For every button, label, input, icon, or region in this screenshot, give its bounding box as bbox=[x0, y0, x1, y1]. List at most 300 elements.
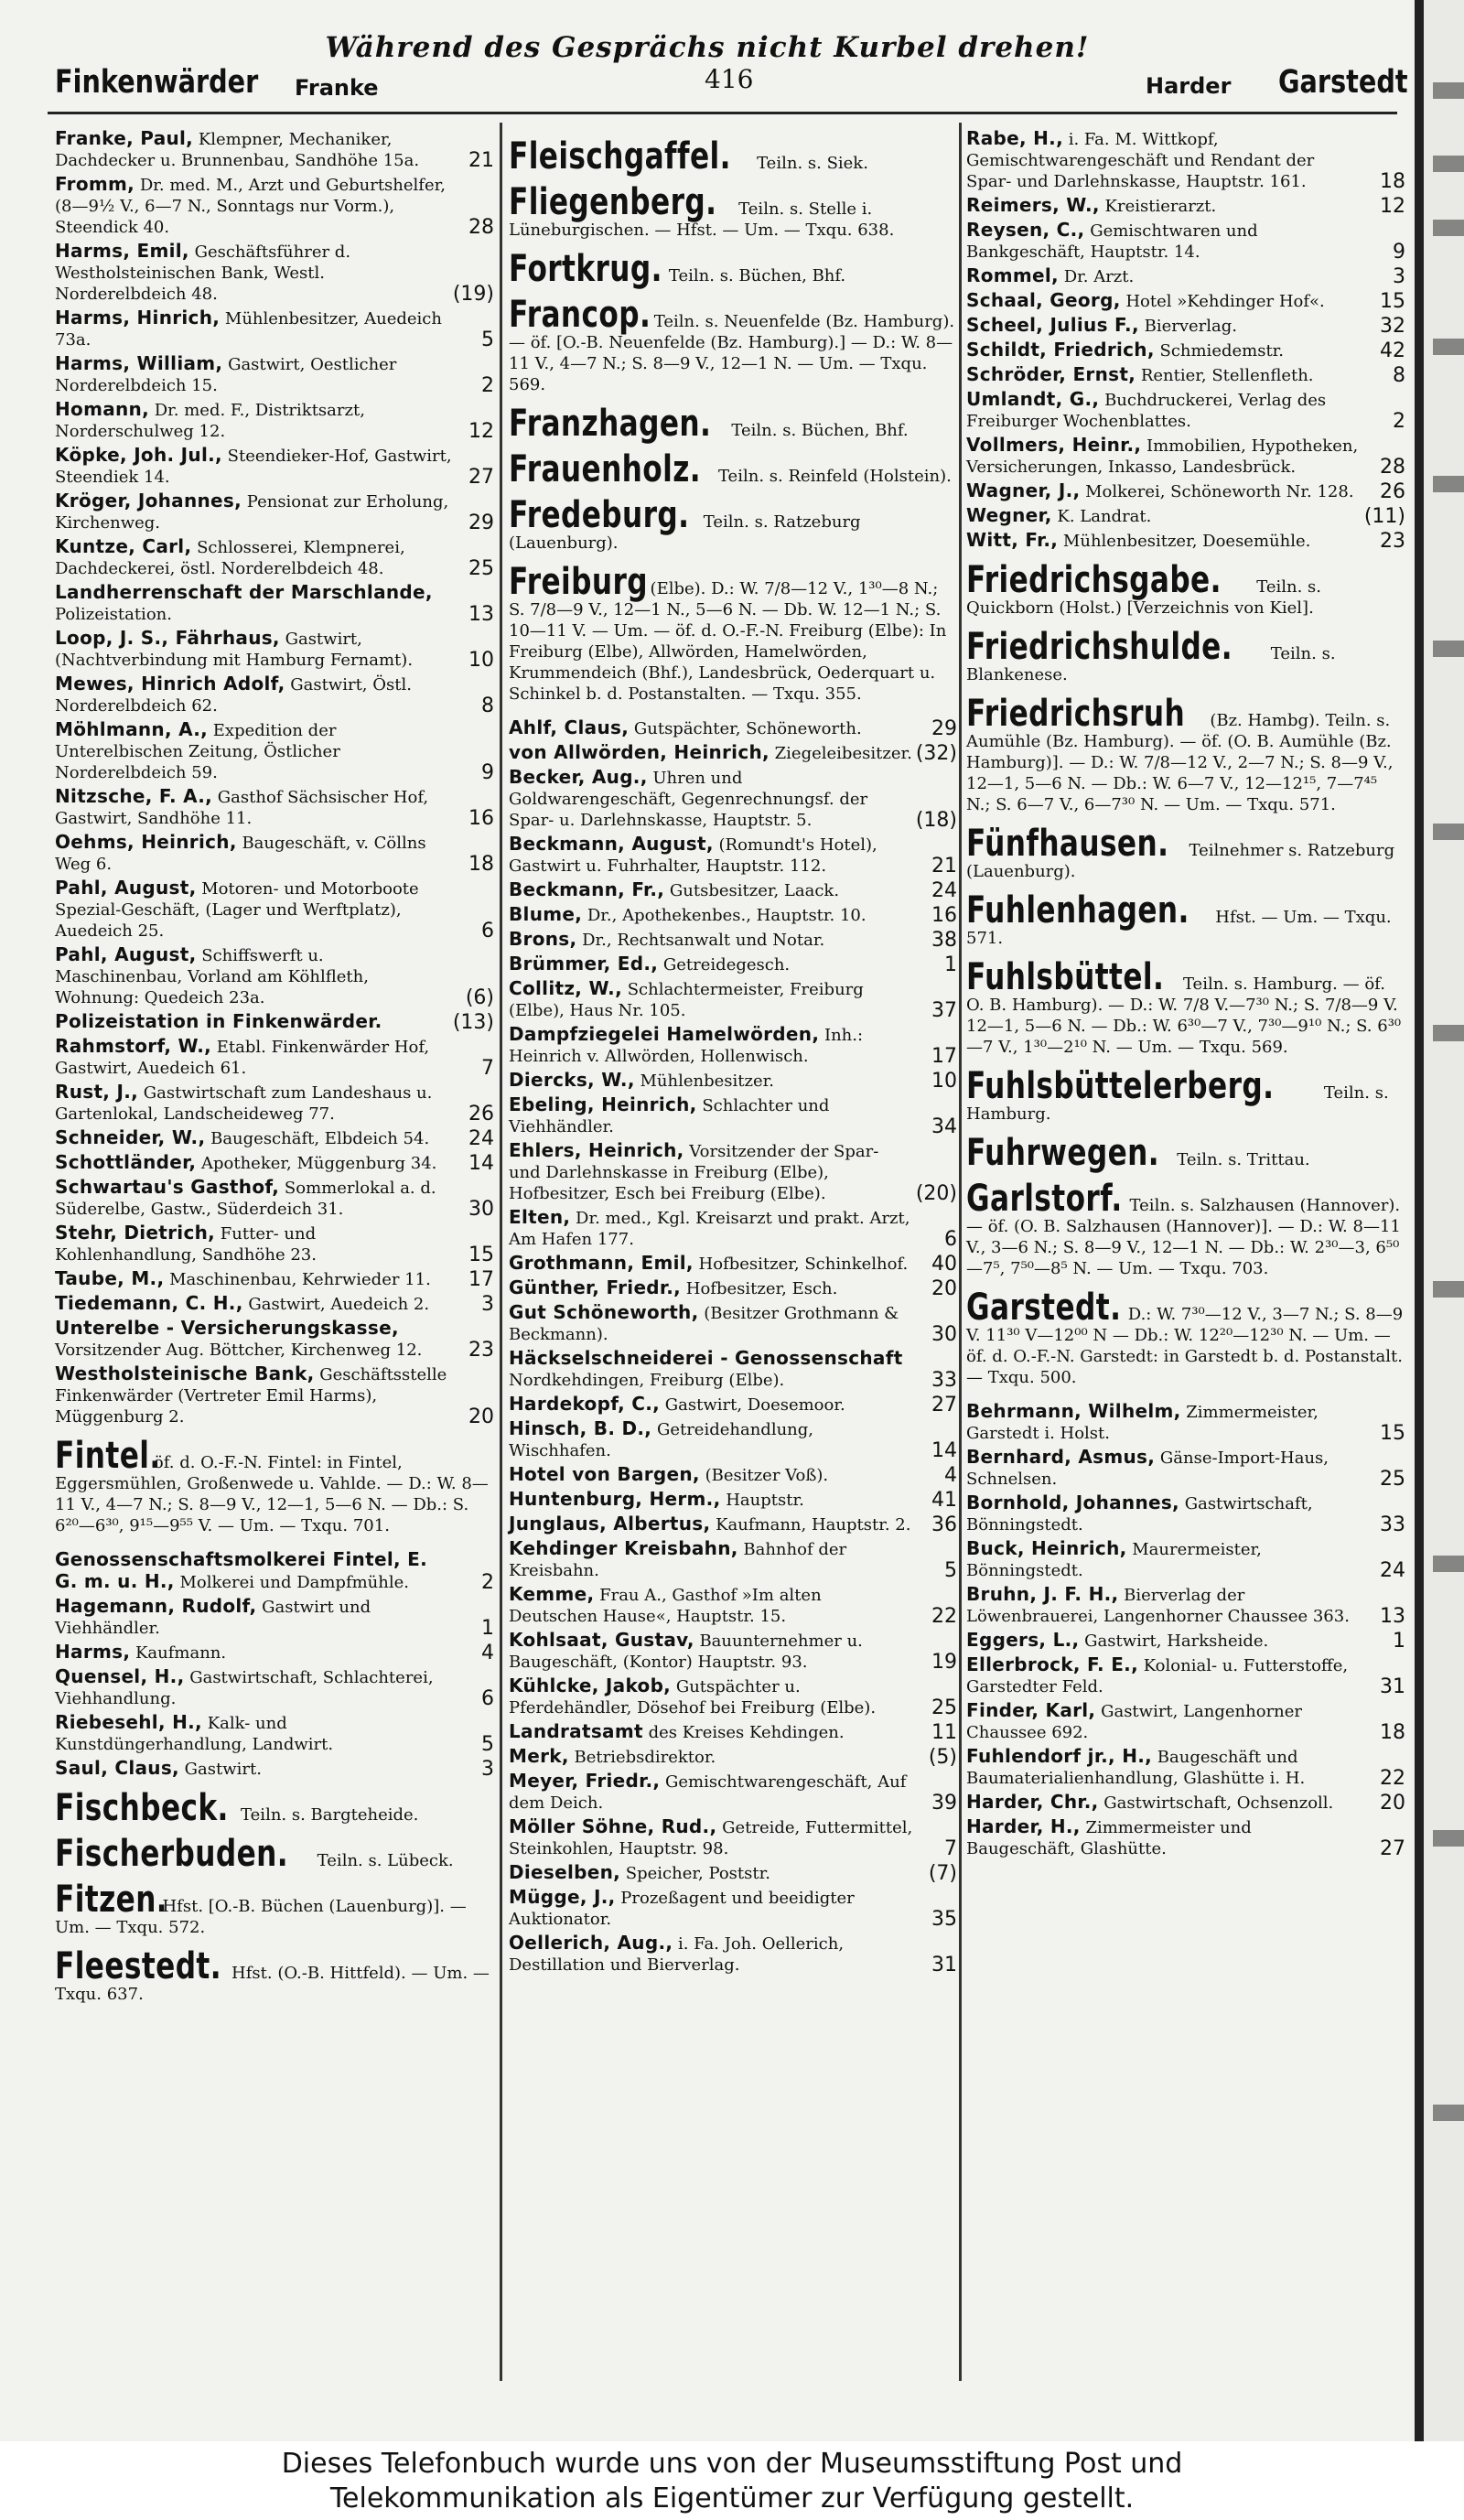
place-name: Garlstorf. bbox=[966, 1178, 1123, 1220]
phone-number: 10 bbox=[931, 1070, 957, 1093]
phone-number: 1 bbox=[944, 953, 957, 976]
place-heading bbox=[55, 1879, 494, 1938]
directory-entry bbox=[55, 944, 494, 1008]
place-name: Fischbeck. bbox=[55, 1787, 229, 1829]
page-number: 416 bbox=[705, 64, 754, 94]
directory-entry bbox=[509, 1746, 957, 1768]
entry-details: Vorsitzender Aug. Böttcher, Kirchenweg 12. bbox=[55, 1341, 423, 1360]
place-info: Teilnehmer s. Ratzeburg (Lauenburg). bbox=[966, 841, 1395, 881]
phone-number: 6 bbox=[481, 920, 494, 942]
entry-name: Harms, Hinrich, bbox=[55, 307, 221, 328]
phone-number: 22 bbox=[931, 1605, 957, 1628]
phone-number: 20 bbox=[468, 1405, 494, 1428]
directory-entry bbox=[966, 1700, 1405, 1743]
phone-number: 33 bbox=[1380, 1513, 1405, 1536]
entry-name: Landratsamt bbox=[509, 1720, 643, 1742]
header-left-name: Franke bbox=[295, 75, 379, 101]
phone-number: 20 bbox=[931, 1277, 957, 1300]
phone-number: 1 bbox=[481, 1617, 494, 1640]
directory-entry bbox=[55, 241, 494, 305]
phone-number: 29 bbox=[468, 512, 494, 534]
entry-name: Harder, Chr., bbox=[966, 1791, 1099, 1813]
directory-entry bbox=[966, 290, 1405, 312]
footer-line-1: Dieses Telefonbuch wurde uns von der Museumsstiftung Post und bbox=[281, 2448, 1183, 2480]
place-info: Teiln. s. Neuenfelde (Bz. Hamburg). — öf. [O.-B. Neuenfelde (Bz. Hamburg).] — D.: W. 8—11 V., 4—7 N.; S. 8—9 V., 12—1 N. — Um. — Txqu. 569. bbox=[509, 312, 955, 394]
phone-number: 17 bbox=[468, 1268, 494, 1291]
phone-number: 25 bbox=[1380, 1468, 1405, 1491]
directory-entry bbox=[966, 1746, 1405, 1789]
place-info: Teiln. s. Hamburg. — öf. O. B. Hamburg). — D.: W. 7/8 V.—7³⁰ N.; S. 7/8—9 V. 12—1, 5—6 N. — Db.: W. 6³⁰—7 V., 7³⁰—9¹⁰ N.; S. 6³⁰—7 V., 1³⁰—2¹⁰ N. — Um. — Txqu. 569. bbox=[966, 975, 1402, 1057]
place-info: Teiln. s. Hamburg. bbox=[966, 1083, 1389, 1124]
entry-details: K. Landrat. bbox=[1057, 507, 1152, 526]
edge-mark bbox=[1433, 1281, 1464, 1298]
entry-details: Gastwirt und Viehhändler. bbox=[55, 1598, 371, 1638]
directory-entry bbox=[966, 435, 1405, 478]
entry-name: Schröder, Ernst, bbox=[966, 363, 1136, 385]
entry-name: Meyer, Friedr., bbox=[509, 1770, 661, 1792]
directory-entry bbox=[55, 832, 494, 875]
place-heading bbox=[966, 1287, 1405, 1388]
phone-number: 26 bbox=[1380, 480, 1405, 503]
phone-number: (7) bbox=[928, 1862, 957, 1885]
phone-number: (18) bbox=[915, 809, 957, 832]
phone-number: (13) bbox=[452, 1011, 494, 1034]
directory-entry bbox=[966, 1401, 1405, 1444]
directory-entry bbox=[509, 879, 957, 901]
entry-name: Franke, Paul, bbox=[55, 127, 194, 149]
entry-name: Grothmann, Emil, bbox=[509, 1252, 694, 1274]
entry-name: Oehms, Heinrich, bbox=[55, 831, 237, 853]
place-heading bbox=[966, 1065, 1405, 1125]
directory-entry bbox=[55, 1127, 494, 1149]
entry-details: Gastwirt, Doesemoor. bbox=[664, 1395, 845, 1415]
entry-name: Elten, bbox=[509, 1206, 571, 1228]
entry-name: Fuhlendorf jr., H., bbox=[966, 1745, 1153, 1767]
entry-name: Kröger, Johannes, bbox=[55, 490, 242, 512]
entry-details: Gastwirtschaft zum Landeshaus u. Gartenlokal, Landscheideweg 77. bbox=[55, 1083, 433, 1124]
phone-number: 15 bbox=[1380, 1422, 1405, 1445]
entry-details: Gastwirt, Langenhorner Chaussee 692. bbox=[966, 1702, 1303, 1742]
directory-entry bbox=[55, 399, 494, 442]
phone-number: (5) bbox=[928, 1746, 957, 1769]
directory-entry bbox=[55, 628, 494, 671]
edge-mark bbox=[1433, 82, 1464, 99]
entry-name: Collitz, W., bbox=[509, 977, 622, 999]
place-heading bbox=[509, 403, 957, 445]
place-name: Fortkrug. bbox=[509, 248, 662, 290]
entry-name: Reysen, C., bbox=[966, 219, 1085, 241]
entry-name: Genossenschaftsmolkerei Fintel, E. G. m. u. H., bbox=[55, 1548, 427, 1592]
entry-details: Mühlenbesitzer, Auedeich 73a. bbox=[55, 309, 442, 350]
directory-entry bbox=[509, 1302, 957, 1345]
entry-details: des Kreises Kehdingen. bbox=[648, 1723, 845, 1742]
place-info: Teiln. s. Lübeck. bbox=[317, 1851, 454, 1870]
entry-name: Rust, J., bbox=[55, 1081, 139, 1103]
entry-details: Hotel »Kehdinger Hof«. bbox=[1125, 292, 1325, 311]
place-info: Teiln. s. Büchen, Bhf. bbox=[731, 421, 909, 440]
place-heading bbox=[55, 1787, 494, 1829]
edge-mark bbox=[1433, 1556, 1464, 1572]
place-name: Fleischgaffel. bbox=[509, 135, 731, 178]
directory-entry bbox=[509, 978, 957, 1021]
directory-entry bbox=[966, 389, 1405, 432]
phone-number: 21 bbox=[931, 855, 957, 878]
phone-number: 21 bbox=[468, 149, 494, 172]
phone-number: 28 bbox=[468, 216, 494, 239]
place-name: Friedrichshulde. bbox=[966, 626, 1233, 668]
place-name: Freiburg bbox=[509, 561, 648, 603]
phone-number: 40 bbox=[931, 1253, 957, 1276]
phone-number: 18 bbox=[1380, 170, 1405, 193]
entry-details: Gutsbesitzer, Laack. bbox=[669, 881, 840, 900]
entry-name: Günther, Friedr., bbox=[509, 1276, 682, 1298]
entry-details: Kreistierarzt. bbox=[1104, 197, 1217, 216]
phone-number: 24 bbox=[468, 1127, 494, 1150]
directory-entry bbox=[509, 717, 957, 739]
directory-entry bbox=[509, 1418, 957, 1461]
place-name: Fischerbuden. bbox=[55, 1833, 289, 1875]
entry-name: Brons, bbox=[509, 928, 577, 950]
phone-number: 14 bbox=[468, 1152, 494, 1175]
phone-number: 27 bbox=[468, 466, 494, 489]
entry-details: Schmiedemstr. bbox=[1159, 341, 1285, 361]
directory-entry bbox=[55, 673, 494, 716]
entry-details: Schlachtermeister, Freiburg (Elbe), Haus Nr. 105. bbox=[509, 980, 864, 1020]
entry-name: Diercks, W., bbox=[509, 1069, 635, 1091]
entry-details: Hofbesitzer, Esch. bbox=[685, 1279, 838, 1298]
place-heading bbox=[966, 823, 1405, 882]
directory-entry bbox=[509, 1816, 957, 1859]
phone-number: 9 bbox=[481, 761, 494, 784]
phone-number: 9 bbox=[1393, 241, 1405, 264]
entry-name: Eggers, L., bbox=[966, 1629, 1080, 1651]
entry-details: i. Fa. Joh. Oellerich, Destillation und Bierverlag. bbox=[509, 1934, 845, 1975]
entry-details: Betriebsdirektor. bbox=[574, 1748, 716, 1767]
entry-details: Sommerlokal a. d. Süderelbe, Gastw., Süderdeich 31. bbox=[55, 1179, 436, 1219]
entry-details: Getreidegesch. bbox=[662, 955, 791, 975]
place-name: Fuhrwegen. bbox=[966, 1132, 1160, 1174]
entry-details: Baugeschäft und Baumaterialienhandlung, Glashütte i. H. bbox=[966, 1748, 1306, 1788]
header-left-place: Finkenwärder bbox=[55, 64, 259, 101]
phone-number: 8 bbox=[1393, 364, 1405, 387]
place-info: Hfst. (O.-B. Hittfeld). — Um. — Txqu. 637. bbox=[55, 1964, 490, 2004]
entry-name: Wegner, bbox=[966, 504, 1052, 526]
phone-number: 41 bbox=[931, 1489, 957, 1512]
entry-details: Hofbesitzer, Schinkelhof. bbox=[698, 1255, 909, 1274]
entry-name: Schwartau's Gasthof, bbox=[55, 1176, 280, 1198]
entry-name: Riebesehl, H., bbox=[55, 1711, 202, 1733]
edge-mark bbox=[1433, 156, 1464, 172]
entry-details: Gasthof Sächsischer Hof, Gastwirt, Sandhöhe 11. bbox=[55, 788, 429, 828]
place-name: Friedrichsruh bbox=[966, 693, 1186, 735]
directory-entry bbox=[966, 1584, 1405, 1627]
edge-mark bbox=[1433, 476, 1464, 492]
place-heading bbox=[509, 448, 957, 490]
directory-entry bbox=[966, 480, 1405, 502]
phone-number: 12 bbox=[1380, 195, 1405, 218]
phone-number: 14 bbox=[931, 1439, 957, 1462]
directory-entry bbox=[509, 1094, 957, 1137]
entry-details: Bierverlag der Löwenbrauerei, Langenhorner Chaussee 363. bbox=[966, 1586, 1350, 1626]
entry-name: Junglaus, Albertus, bbox=[509, 1513, 711, 1535]
place-heading bbox=[55, 1945, 494, 2005]
place-name: Francop. bbox=[509, 294, 651, 336]
entry-name: Rabe, H., bbox=[966, 127, 1063, 149]
directory-entry bbox=[509, 953, 957, 975]
entry-name: Bruhn, J. F. H., bbox=[966, 1583, 1119, 1605]
phone-number: 28 bbox=[1380, 456, 1405, 479]
place-heading bbox=[966, 889, 1405, 949]
entry-details: Dr., Rechtsanwalt und Notar. bbox=[582, 931, 825, 950]
entry-details: (Besitzer Voß). bbox=[705, 1466, 829, 1485]
directory-column-2 bbox=[509, 128, 957, 1978]
edge-mark bbox=[1433, 1830, 1464, 1847]
place-info: öf. d. O.-F.-N. Fintel: in Fintel, Eggersmühlen, Großenwede u. Vahlde. — D.: W. 8—11 V., 4—7 N.; S. 8—9 V., 12—1, 5—6 N. — Db.: S. 6²⁰—6³⁰, 9¹⁵—9⁵⁵ V. — Um. — Txqu. 701. bbox=[55, 1453, 489, 1535]
phone-number: 15 bbox=[468, 1244, 494, 1266]
place-name: Franzhagen. bbox=[509, 403, 712, 445]
entry-name: Mewes, Hinrich Adolf, bbox=[55, 673, 285, 695]
entry-name: Vollmers, Heinr., bbox=[966, 434, 1142, 456]
entry-details: Prozeßagent und beeidigter Auktionator. bbox=[509, 1889, 855, 1929]
entry-name: Bornhold, Johannes, bbox=[966, 1492, 1179, 1513]
directory-entry bbox=[55, 1758, 494, 1780]
phone-number: 6 bbox=[481, 1687, 494, 1710]
place-info: D.: W. 7³⁰—12 V., 3—7 N.; S. 8—9 V. 11³⁰ V—12⁰⁰ N — Db.: W. 12²⁰—12³⁰ N. — Um. — öf. d. O.-F.-N. Garstedt: in Garstedt b. d. Postanstalt. — Txqu. 500. bbox=[966, 1305, 1404, 1387]
directory-entry bbox=[55, 307, 494, 350]
directory-entry bbox=[966, 265, 1405, 287]
phone-number: 13 bbox=[1380, 1605, 1405, 1628]
entry-name: Mügge, J., bbox=[509, 1886, 616, 1908]
directory-entry bbox=[509, 1140, 957, 1204]
entry-details: (Besitzer Grothmann & Beckmann). bbox=[509, 1304, 899, 1344]
place-info: (Elbe). D.: W. 7/8—12 V., 1³⁰—8 N.; S. 7/8—9 V., 12—1 N., 5—6 N. — Db. W. 12—1 N.; S. 10—11 V. — Um. — öf. d. O.-F.-N. Freiburg (Elbe): In Freiburg (Elbe), Allwörden, Hamelwörden, Krummendeich (Bhf.), Landesbrück, Oederquart u. Schinkel b. d. Postanstalten. — Txqu. 355. bbox=[509, 579, 947, 704]
phone-number: 37 bbox=[931, 999, 957, 1022]
entry-details: Inh.: Heinrich v. Allwörden, Hollenwisch. bbox=[509, 1026, 864, 1066]
entry-name: Schaal, Georg, bbox=[966, 289, 1121, 311]
directory-entry bbox=[966, 505, 1405, 527]
edge-mark bbox=[1433, 2105, 1464, 2121]
directory-entry bbox=[55, 1596, 494, 1639]
entry-name: Ebeling, Heinrich, bbox=[509, 1093, 697, 1115]
entry-details: Frau A., Gasthof »Im alten Deutschen Hause«, Hauptstr. 15. bbox=[509, 1586, 822, 1626]
directory-entry bbox=[966, 530, 1405, 552]
entry-details: Dr. med. F., Distriktsarzt, Norderschulweg 12. bbox=[55, 401, 365, 441]
entry-name: Beckmann, Fr., bbox=[509, 878, 665, 900]
phone-number: 33 bbox=[931, 1369, 957, 1392]
entry-name: Homann, bbox=[55, 398, 149, 420]
edge-mark bbox=[1433, 824, 1464, 840]
entry-details: Futter- und Kohlenhandlung, Sandhöhe 23. bbox=[55, 1224, 317, 1265]
entry-details: Gastwirtschaft, Bönningstedt. bbox=[966, 1494, 1313, 1535]
entry-name: Oellerich, Aug., bbox=[509, 1932, 673, 1954]
entry-details: Baugeschäft, v. Cöllns Weg 6. bbox=[55, 834, 426, 874]
entry-name: Dampfziegelei Hamelwörden, bbox=[509, 1023, 820, 1045]
place-info: Teiln. s. Trittau. bbox=[1177, 1150, 1310, 1169]
place-info: Teiln. s. Quickborn (Holst.) [Verzeichnis von Kiel]. bbox=[966, 577, 1321, 618]
phone-number: 25 bbox=[468, 557, 494, 580]
phone-number: 4 bbox=[481, 1642, 494, 1664]
entry-name: Fromm, bbox=[55, 173, 135, 195]
place-name: Fredeburg. bbox=[509, 494, 690, 536]
directory-entry bbox=[966, 128, 1405, 192]
entry-name: Finder, Karl, bbox=[966, 1699, 1096, 1721]
entry-name: Kuntze, Carl, bbox=[55, 535, 192, 557]
entry-details: Schlachter und Viehhändler. bbox=[509, 1096, 830, 1136]
directory-entry bbox=[55, 1363, 494, 1427]
entry-name: Pahl, August, bbox=[55, 877, 197, 899]
directory-entry bbox=[966, 195, 1405, 217]
phone-number: (19) bbox=[452, 283, 494, 306]
phone-number: 1 bbox=[1393, 1630, 1405, 1653]
directory-entry bbox=[509, 834, 957, 877]
entry-name: Hotel von Bargen, bbox=[509, 1463, 700, 1485]
phone-number: 31 bbox=[931, 1954, 957, 1976]
entry-details: Motoren- und Motorboote Spezial-Geschäft, (Lager und Werftplatz), Auedeich 25. bbox=[55, 879, 419, 941]
entry-details: Gastwirt, Auedeich 2. bbox=[248, 1295, 430, 1314]
place-name: Garstedt. bbox=[966, 1287, 1122, 1329]
place-info: Teiln. s. Siek. bbox=[757, 154, 868, 173]
entry-details: Bahnhof der Kreisbahn. bbox=[509, 1540, 847, 1580]
directory-entry bbox=[509, 1513, 957, 1535]
directory-entry bbox=[509, 1630, 957, 1673]
entry-name: Kühlcke, Jakob, bbox=[509, 1675, 672, 1696]
entry-name: von Allwörden, Heinrich, bbox=[509, 741, 770, 763]
phone-number: 15 bbox=[1380, 290, 1405, 313]
entry-details: Molkerei und Dampfmühle. bbox=[179, 1573, 410, 1592]
phone-number: 22 bbox=[1380, 1767, 1405, 1790]
directory-entry bbox=[509, 1464, 957, 1486]
phone-number: 13 bbox=[468, 603, 494, 626]
phone-number: 3 bbox=[1393, 265, 1405, 288]
place-heading bbox=[509, 135, 957, 178]
entry-details: Kolonial- u. Futterstoffe, Garstedter Feld. bbox=[966, 1656, 1349, 1696]
place-heading bbox=[509, 561, 957, 705]
directory-entry bbox=[55, 1011, 494, 1033]
entry-name: Kehdinger Kreisbahn, bbox=[509, 1537, 738, 1559]
entry-name: Witt, Fr., bbox=[966, 529, 1059, 551]
directory-entry bbox=[509, 1348, 957, 1391]
entry-details: Etabl. Finkenwärder Hof, Gastwirt, Auedeich 61. bbox=[55, 1038, 430, 1078]
directory-entry bbox=[509, 904, 957, 926]
phone-number: 8 bbox=[481, 695, 494, 717]
header-rule bbox=[48, 112, 1397, 114]
phone-number: 30 bbox=[468, 1198, 494, 1221]
directory-entry bbox=[55, 1222, 494, 1265]
place-info: Teiln. s. Blankenese. bbox=[966, 644, 1336, 684]
entry-details: Kaufmann, Hauptstr. 2. bbox=[716, 1515, 911, 1535]
entry-details: Gastwirt, Oestlicher Norderelbdeich 15. bbox=[55, 355, 397, 395]
directory-entry bbox=[55, 878, 494, 942]
place-heading bbox=[55, 1435, 494, 1536]
directory-entry bbox=[55, 582, 494, 625]
entry-details: Immobilien, Hypotheken, Versicherungen, Inkasso, Landesbrück. bbox=[966, 436, 1359, 477]
entry-details: Kaufmann. bbox=[135, 1643, 227, 1663]
place-info: Teiln. s. Ratzeburg (Lauenburg). bbox=[509, 512, 861, 553]
directory-entry bbox=[966, 1816, 1405, 1859]
entry-name: Blume, bbox=[509, 903, 583, 925]
place-name: Fleestedt. bbox=[55, 1945, 221, 1987]
entry-details: Gastwirt, (Nachtverbindung mit Hamburg Fernamt). bbox=[55, 630, 414, 670]
edge-mark bbox=[1433, 220, 1464, 236]
entry-details: Vorsitzender der Spar- und Darlehnskasse in Freiburg (Elbe), Hofbesitzer, Esch bei Freiburg (Elbe). bbox=[509, 1142, 879, 1203]
entry-name: Schneider, W., bbox=[55, 1126, 206, 1148]
phone-number: 18 bbox=[1380, 1721, 1405, 1744]
directory-entry bbox=[966, 1447, 1405, 1490]
phone-number: 7 bbox=[481, 1057, 494, 1080]
place-info: Hfst. — Um. — Txqu. 571. bbox=[966, 908, 1392, 948]
entry-name: Rommel, bbox=[966, 264, 1059, 286]
entry-details: Gastwirt. bbox=[184, 1760, 262, 1779]
entry-name: Polizeistation in Finkenwärder. bbox=[55, 1010, 382, 1032]
directory-entry bbox=[509, 1721, 957, 1743]
entry-name: Harder, H., bbox=[966, 1815, 1081, 1837]
directory-entry bbox=[55, 1177, 494, 1220]
phone-number: 16 bbox=[468, 807, 494, 830]
phone-number: 16 bbox=[931, 904, 957, 927]
directory-column-3 bbox=[966, 128, 1405, 1862]
phone-number: 17 bbox=[931, 1045, 957, 1068]
place-name: Fitzen. bbox=[55, 1879, 168, 1921]
directory-entry bbox=[509, 1207, 957, 1250]
entry-details: Klempner, Mechaniker, Dachdecker u. Brunnenbau, Sandhöhe 15a. bbox=[55, 130, 420, 170]
entry-details: Maschinenbau, Kehrwieder 11. bbox=[169, 1270, 431, 1289]
phone-number: 29 bbox=[931, 717, 957, 740]
entry-details: Gastwirtschaft, Ochsenzoll. bbox=[1103, 1793, 1334, 1813]
edge-mark bbox=[1433, 641, 1464, 657]
directory-column-1 bbox=[55, 128, 494, 2018]
entry-name: Dieselben, bbox=[509, 1861, 621, 1883]
place-name: Fintel. bbox=[55, 1435, 161, 1477]
place-heading bbox=[509, 248, 957, 290]
place-heading bbox=[966, 956, 1405, 1058]
column-divider bbox=[500, 123, 502, 2381]
entry-name: Möhlmann, A., bbox=[55, 718, 209, 740]
phone-number: 23 bbox=[1380, 530, 1405, 553]
directory-entry bbox=[509, 1675, 957, 1718]
phone-number: 27 bbox=[931, 1394, 957, 1416]
entry-details: Kalk- und Kunstdüngerhandlung, Landwirt. bbox=[55, 1714, 334, 1754]
entry-name: Hardekopf, C., bbox=[509, 1393, 661, 1415]
directory-entry bbox=[55, 1666, 494, 1709]
entry-details: Gänse-Import-Haus, Schnelsen. bbox=[966, 1448, 1329, 1489]
entry-name: Beckmann, August, bbox=[509, 833, 714, 855]
entry-name: Kohlsaat, Gustav, bbox=[509, 1629, 694, 1651]
entry-details: Dr., Apothekenbes., Hauptstr. 10. bbox=[587, 906, 867, 925]
phone-number: 11 bbox=[931, 1721, 957, 1744]
directory-entry bbox=[509, 1887, 957, 1930]
directory-entry bbox=[509, 742, 957, 764]
place-heading bbox=[966, 693, 1405, 815]
place-name: Friedrichsgabe. bbox=[966, 559, 1222, 601]
place-name: Fuhlsbüttel. bbox=[966, 956, 1165, 998]
phone-number: 31 bbox=[1380, 1675, 1405, 1698]
entry-details: Gutspächter u. Pferdehändler, Dösehof bei Freiburg (Elbe). bbox=[509, 1677, 877, 1718]
entry-name: Bernhard, Asmus, bbox=[966, 1446, 1156, 1468]
entry-name: Ahlf, Claus, bbox=[509, 716, 630, 738]
directory-entry bbox=[509, 1024, 957, 1067]
phone-number: 5 bbox=[481, 1733, 494, 1756]
directory-entry bbox=[966, 1654, 1405, 1697]
directory-entry bbox=[509, 1584, 957, 1627]
entry-name: Hinsch, B. D., bbox=[509, 1417, 652, 1439]
directory-entry bbox=[55, 1642, 494, 1664]
phone-number: (11) bbox=[1363, 505, 1405, 528]
entry-name: Taube, M., bbox=[55, 1267, 165, 1289]
directory-entry bbox=[966, 1492, 1405, 1535]
page-tagline: Während des Gesprächs nicht Kurbel drehen! bbox=[325, 31, 1090, 64]
entry-name: Ellerbrock, F. E., bbox=[966, 1653, 1138, 1675]
entry-name: Hagemann, Rudolf, bbox=[55, 1595, 257, 1617]
